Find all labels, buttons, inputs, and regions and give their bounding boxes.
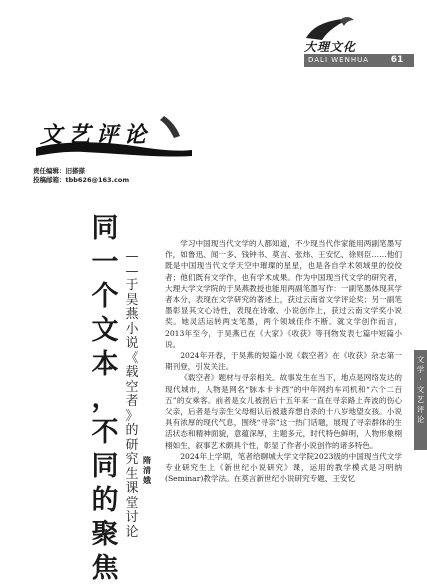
column-name: 文艺评论: [40, 122, 153, 148]
body-paragraph: 2024年上学期，笔者给聊城大学文学院2023级的中国现当代文学专业研究生上《新世纪小说研究》课，运用的教学模式是习明纳(Seminar)教学法。在莫言新世纪小说研究专题、王安忆: [165, 451, 402, 484]
editor-line: 责任编辑：旧搽搽: [33, 167, 85, 175]
body-paragraph: 学习中国现当代文学的人都知道，不少现当代作家能用两副笔墨写作，如鲁迅、闻一多、钱钟书、莫言、张炜、王安忆、徐则臣……他们既是中国现当代文学天空中璀璨的星星，也是各自学术领域里的佼佼者；他们既有文学作，也有学术成果。作为中国现当代文学的研究者，大理大学文学院的于昊燕教授也能用两副笔墨写作：一副笔墨体现其学者本分，表现在文学研究的著述上，获过云南省文学评论奖；另一副笔墨彰显其文心诗性，表现在诗歌、小说创作上，获过云南文学奖小说奖。她灵活运转两支笔墨，两个领域佳作不断。就文学创作而言，2013年至今，于昊燕已在《大家》《收获》等刊物发表七篇中短篇小说。: [165, 239, 402, 349]
article-author: 隋 清 娥: [143, 456, 151, 485]
page-number: 61: [390, 55, 404, 65]
email-line: 投稿邮箱：tbb626@163.com: [33, 176, 130, 184]
body-paragraph: 2024年开春，于昊燕的短篇小说《载空者》在《收获》杂志第一期刊登，引发关注。: [165, 351, 402, 372]
body-paragraph: 《载空者》题材与寻亲相关。故事发生在当下，地点是网络发达的现代城市，人物是网名“脉本卡卡西”的中年网约车司机和“六个二百五”的女乘客。前者是女儿被拐后十五年来一直在寻亲路上奔波的伤心父亲，后者是与亲生父母相认后被遗弃想自杀的十八岁地望女孩。小说具有浓厚的现代气息，围绕“寻亲”这一热门话题，展现了寻亲群体的生活状态和精神面貌，意蕴深厚，主题多元，时代特色鲜明，人物形象栩栩如生，叙事艺术颇具个性，彰显了作者小说创作的诸多特色。: [165, 373, 402, 450]
masthead-title: 大理文化: [304, 40, 357, 54]
article-title: 同 一 个 文 本 ， 不 同 的 聚 焦: [91, 213, 119, 584]
article-body: [165, 238, 402, 484]
side-tab-label: 文 学 · 文 艺 评 论: [416, 355, 425, 424]
article-subtitle: — — 于 昊 燕 小 说 《 载 空 者 》 的 研 究 生 课 堂 讨 论: [125, 249, 139, 540]
editor-block: [33, 167, 129, 185]
masthead-subtitle: DALI WENHUA: [308, 56, 370, 64]
